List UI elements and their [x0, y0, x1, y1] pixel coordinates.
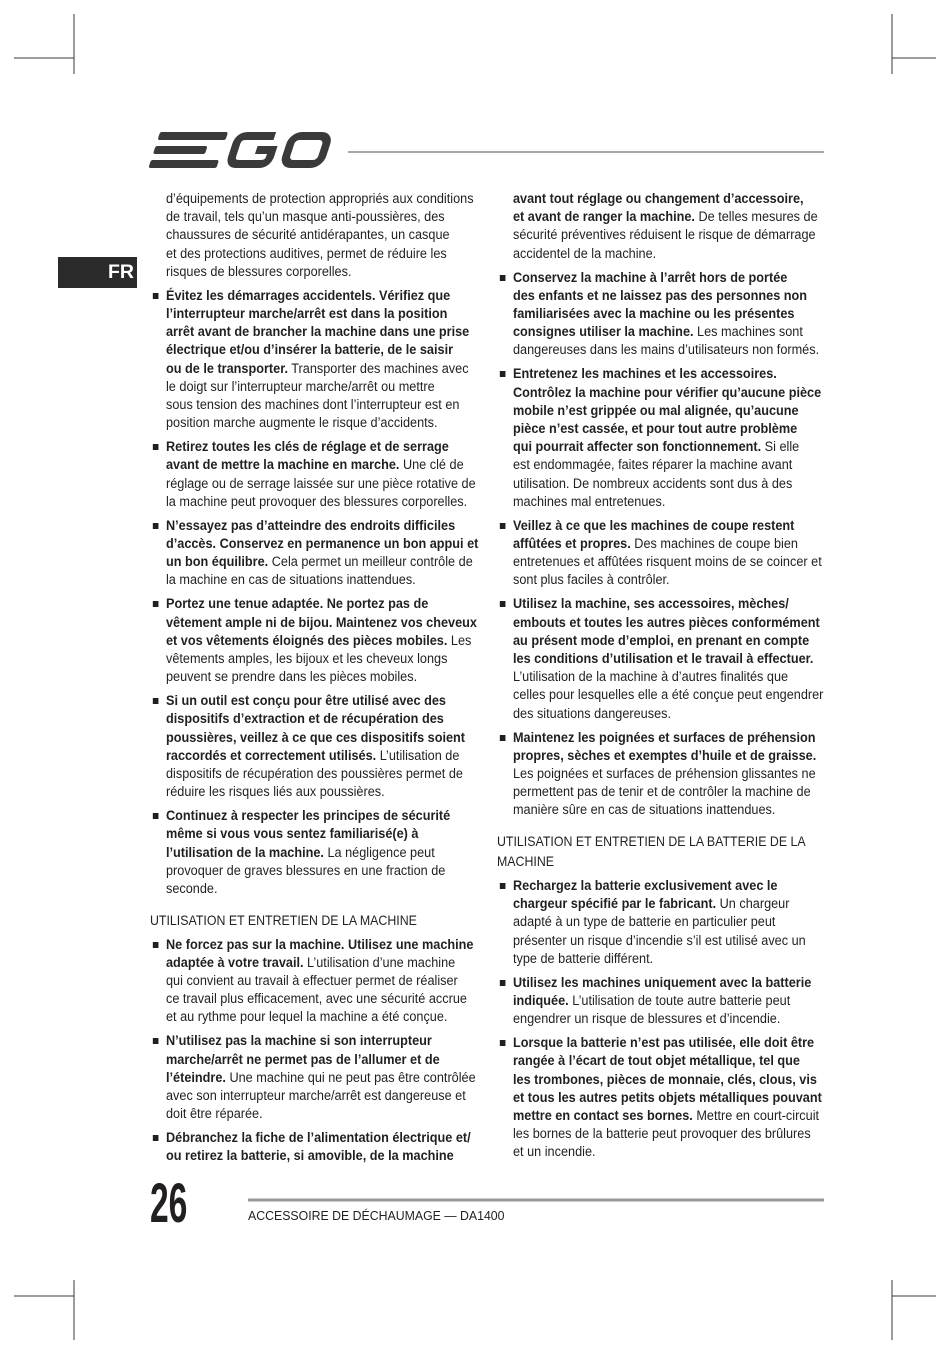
safety-instruction-item: [150, 517, 526, 590]
logo-o: [284, 136, 329, 164]
instruction-text: L’utilisation de la machine à d’autres finalités que celles pour lesquelles elle a été conçue peut engendrer des situations dangereuses.: [512, 669, 824, 721]
instruction-text: Les vêtements amples, les bijoux et les cheveux longs peuvent se prendre dans les pièces mobiles.: [165, 632, 472, 685]
instruction-text: Si elle est endommagée, faites réparer la machine avant utilisation. De nombreux accidents sont dus à des machines mal entretenues.: [512, 439, 800, 509]
bullet-square-icon: [499, 275, 505, 281]
safety-instruction-item: [497, 269, 873, 360]
instruction-emphasis: Maintenez les poignées et surfaces de préhension propres, sèches et exemptes d’huile et de graisse.: [512, 729, 817, 763]
instruction-emphasis: Ne forcez pas sur la machine. Utilisez une machine adaptée à votre travail.: [165, 936, 474, 970]
instruction-emphasis: Si un outil est conçu pour être utilisé avec des dispositifs d’extraction et de récupération des poussières, veillez à ce que ces dispositifs soient raccordés et correctement utilisés.: [165, 693, 466, 763]
instruction-text: Des machines de coupe bien entretenues et affûtées risquent moins de se coincer et sont plus faciles à contrôler.: [512, 536, 822, 588]
logo-g: [230, 136, 277, 164]
instruction-emphasis: Débranchez la fiche de l’alimentation électrique et/ ou retirez la batterie, si amovible, de la machine: [165, 1130, 471, 1164]
instruction-emphasis: Entretenez les machines et les accessoires. Contrôlez la machine pour vérifier qu’aucune pièce mobile n’est grippée ou mal alignée, qu’aucune pièce n’est cassée, et pour tout autre problème qui pourrait affecter son fonctionnement.: [512, 366, 822, 455]
paragraph-text: d’équipements de protection appropriés aux conditions de travail, tels qu’un masque anti-poussières, des chaussures de sécurité antidérapantes, un casque et des protections auditives, permet de réduire les risques de blessures corporelles.: [165, 191, 474, 279]
bullet-square-icon: [152, 293, 158, 299]
instruction-text: L’utilisation d’une machine qui convient au travail à effectuer permet de réaliser ce travail plus efficacement, avec une sécurité accrue et au rythme pour lequel la machine a été conçue.: [165, 954, 467, 1025]
bullet-square-icon: [152, 601, 158, 607]
instruction-emphasis: Retirez toutes les clés de réglage et de serrage avant de mettre la machine en marche.: [165, 439, 449, 473]
instruction-text: De telles mesures de sécurité préventives réduisent le risque de démarrage accidentel de la machine.: [512, 209, 818, 261]
safety-instruction-item: [150, 595, 526, 686]
safety-instruction-item: [150, 1032, 526, 1123]
bullet-square-icon: [499, 883, 505, 889]
section-heading: UTILISATION ET ENTRETIEN DE LA MACHINE: [150, 911, 417, 928]
safety-instruction-item: [497, 595, 873, 722]
bullet-square-icon: [499, 980, 505, 986]
instruction-text: Les machines sont dangereuses dans les mains d’utilisateurs non formés.: [512, 324, 820, 358]
logo-e-middle-bar: [153, 146, 208, 154]
instruction-emphasis: Utilisez la machine, ses accessoires, mèches/ embouts et toutes les autres pièces conformément au présent mode d’emploi, en prenant en compte les conditions d’utilisation et le travail à effectuer.: [512, 596, 820, 667]
instruction-text: Les poignées et surfaces de préhension glissantes ne permettent pas de tenir et de contrôler la machine de manière sûre en cas de situations inattendues.: [512, 766, 816, 818]
continued-paragraph: [497, 190, 873, 263]
bullet-square-icon: [152, 523, 158, 529]
right-column: [497, 190, 873, 1162]
bullet-square-icon: [152, 1135, 158, 1141]
bullet-square-icon: [152, 444, 158, 450]
safety-instruction-item: [150, 692, 526, 801]
bullet-square-icon: [499, 735, 505, 741]
safety-instruction-item: [150, 438, 526, 511]
safety-instruction-item: [497, 517, 873, 590]
logo-e-bottom-bar: [148, 160, 219, 168]
document-title: ACCESSOIRE DE DÉCHAUMAGE — DA1400: [248, 1208, 505, 1223]
safety-instruction-item: [497, 1034, 873, 1161]
bullet-square-icon: [499, 523, 505, 529]
safety-instruction-item: [497, 729, 873, 820]
safety-instruction-item: [497, 877, 873, 968]
bullet-square-icon: [152, 942, 158, 948]
bullet-square-icon: [152, 698, 158, 704]
instruction-emphasis: Conservez la machine à l’arrêt hors de portée des enfants et ne laissez pas des personnes non familiarisées avec la machine ou les présentes consignes utiliser la machine.: [512, 269, 808, 340]
safety-instruction-item: [150, 1129, 526, 1165]
instruction-text: L’utilisation de dispositifs de récupération des poussières permet de réduire les risques liés aux poussières.: [165, 747, 463, 800]
instruction-emphasis: Évitez les démarrages accidentels. Vérifiez que l’interrupteur marche/arrêt est dans la position arrêt avant de brancher la machine dans une prise électrique et/ou d’insérer la batterie, de le saisir ou de le transporter.: [165, 287, 470, 376]
safety-instruction-item: [497, 974, 873, 1029]
instruction-text: Cela permet un meilleur contrôle de la machine en cas de situations inattendues.: [165, 554, 473, 588]
instruction-emphasis: Rechargez la batterie exclusivement avec le chargeur spécifié par le fabricant.: [512, 877, 778, 912]
bullet-square-icon: [499, 1040, 505, 1046]
section-heading: UTILISATION ET ENTRETIEN DE LA BATTERIE DE LA MACHINE: [497, 833, 806, 870]
instruction-emphasis: Lorsque la batterie n’est pas utilisée, elle doit être rangée à l’écart de tout objet métallique, tel que les trombones, pièces de monnaie, clés, clous, vis et tous les autres petits objets métalliques pouvant mettre en contact ses bornes.: [512, 1035, 822, 1124]
bullet-square-icon: [499, 601, 505, 607]
safety-instruction-item: [150, 287, 526, 433]
instruction-text: Un chargeur adapté à un type de batterie en particulier peut présenter un risque d’incendie s’il est utilisé avec un type de batterie différent.: [512, 896, 806, 966]
instruction-emphasis: Portez une tenue adaptée. Ne portez pas de vêtement ample ni de bijou. Maintenez vos cheveux et vos vêtements éloignés des pièces mobiles.: [165, 596, 477, 648]
language-tab: [58, 257, 137, 288]
ego-logo: [148, 132, 330, 168]
bullet-square-icon: [499, 371, 505, 377]
instruction-text: Mettre en court-circuit les bornes de la batterie peut provoquer des brûlures et un incendie.: [512, 1108, 820, 1160]
safety-instruction-item: [150, 807, 526, 898]
page-number: 26: [150, 1171, 188, 1234]
bullet-square-icon: [152, 1038, 158, 1044]
continued-paragraph: [150, 190, 526, 281]
instruction-emphasis: N’utilisez pas la machine si son interrupteur marche/arrêt ne permet pas de l’allumer et de l’éteindre.: [165, 1033, 440, 1085]
bullet-square-icon: [152, 813, 158, 819]
instruction-text: Une clé de réglage ou de serrage laissée sur une pièce rotative de la machine peut provoquer des blessures corporelles.: [165, 457, 476, 509]
instruction-emphasis: N’essayez pas d’atteindre des endroits difficiles d’accès. Conservez en permanence un bon appui et un bon équilibre.: [165, 517, 479, 570]
instruction-emphasis: Veillez à ce que les machines de coupe restent affûtées et propres.: [512, 517, 795, 552]
instruction-text: Transporter des machines avec le doigt sur l’interrupteur marche/arrêt ou mettre sous tension des machines dont l’interrupteur est en position marche augmente le risque d’accidents.: [165, 360, 469, 431]
instruction-text: Une machine qui ne peut pas être contrôlée avec son interrupteur marche/arrêt est dangereuse et doit être réparée.: [165, 1069, 476, 1122]
instruction-emphasis: Utilisez les machines uniquement avec la batterie indiquée.: [512, 974, 812, 1008]
safety-instruction-item: [150, 936, 526, 1027]
left-column: [150, 190, 526, 1166]
language-tab-label: FR: [108, 261, 134, 283]
instruction-text: L’utilisation de toute autre batterie peut engendrer un risque de blessures et d’incendie.: [512, 993, 791, 1027]
instruction-emphasis: avant tout réglage ou changement d’accessoire, et avant de ranger la machine.: [512, 191, 804, 225]
instruction-emphasis: Continuez à respecter les principes de sécurité même si vous vous sentez familiarisé(e) à l’utilisation de la machine.: [165, 808, 451, 860]
safety-instruction-item: [497, 365, 873, 511]
instruction-text: La négligence peut provoquer de graves blessures en une fraction de seconde.: [165, 844, 446, 897]
logo-e-top-bar: [158, 132, 229, 140]
